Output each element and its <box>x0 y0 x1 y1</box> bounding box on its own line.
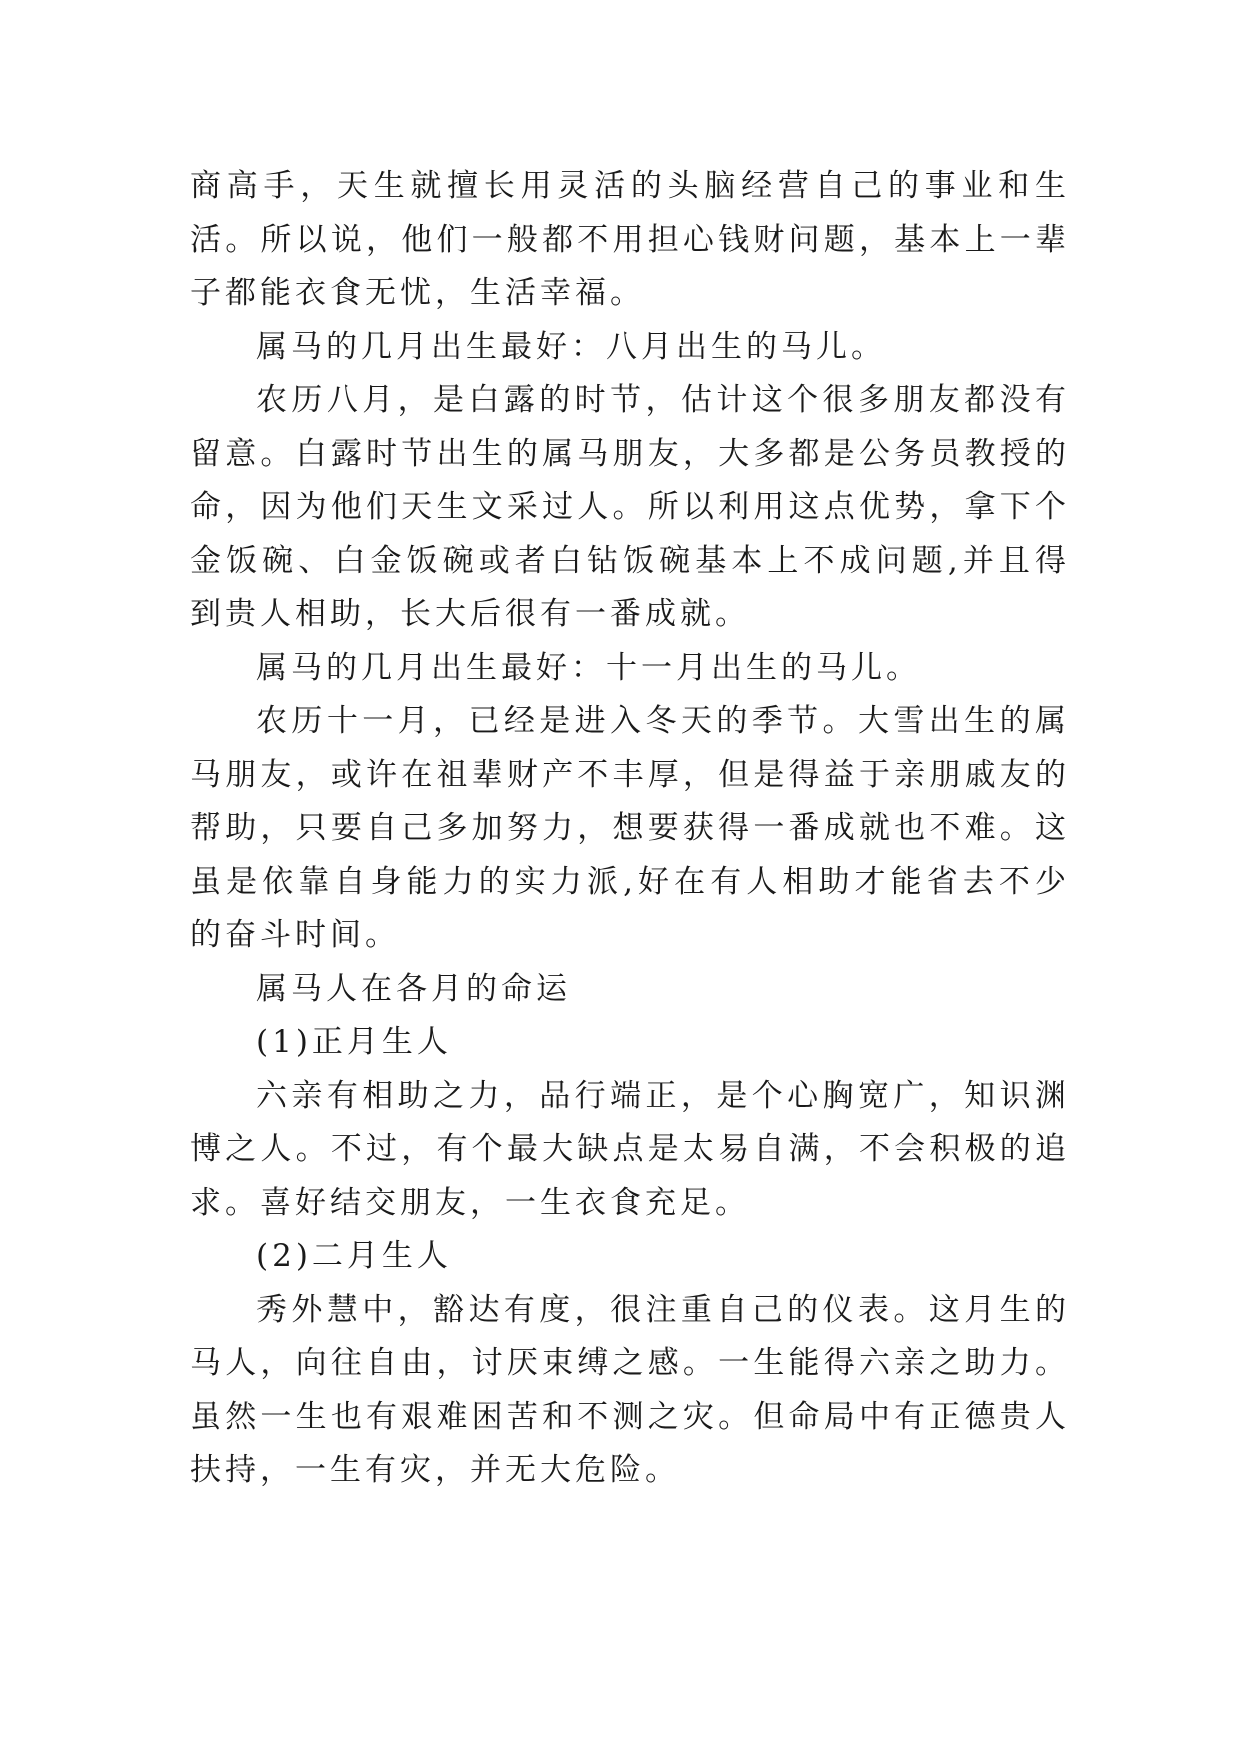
section-heading: 属马人在各月的命运 <box>256 970 571 1007</box>
paragraph: 农历十一月，已经是进入冬天的季节。大雪出生的属马朋友，或许在祖辈财产不丰厚，但是得益于亲朋戚友的帮助，只要自己多加努力，想要获得一番成就也不难。这虽是依靠自身能力的实力派,好在有人相助才能省去不少的奋斗时间。 <box>190 703 1070 953</box>
document-body <box>190 160 1070 1498</box>
section-heading: 属马的几月出生最好：十一月出生的马儿。 <box>256 649 921 686</box>
paragraph: 农历八月，是白露的时节，估计这个很多朋友都没有留意。白露时节出生的属马朋友，大多都是公务员教授的命，因为他们天生文采过人。所以利用这点优势，拿下个金饭碗、白金饭碗或者白钻饭碗基本上不成问题,并且得到贵人相助，长大后很有一番成就。 <box>190 382 1070 632</box>
subsection-heading: (1)正月生人 <box>256 1024 452 1060</box>
paragraph: 秀外慧中，豁达有度，很注重自己的仪表。这月生的马人，向往自由，讨厌束缚之感。一生能得六亲之助力。虽然一生也有艰难困苦和不测之灾。但命局中有正德贵人扶持，一生有灾，并无大危险。 <box>190 1291 1070 1488</box>
subsection-heading: (2)二月生人 <box>256 1238 452 1274</box>
paragraph: 六亲有相助之力，品行端正，是个心胸宽广，知识渊博之人。不过，有个最大缺点是太易自满，不会积极的追求。喜好结交朋友，一生衣食充足。 <box>190 1077 1070 1221</box>
paragraph: 商高手，天生就擅长用灵活的头脑经营自己的事业和生活。所以说，他们一般都不用担心钱财问题，基本上一辈子都能衣食无忧，生活幸福。 <box>190 168 1070 311</box>
section-heading: 属马的几月出生最好：八月出生的马儿。 <box>256 328 886 365</box>
